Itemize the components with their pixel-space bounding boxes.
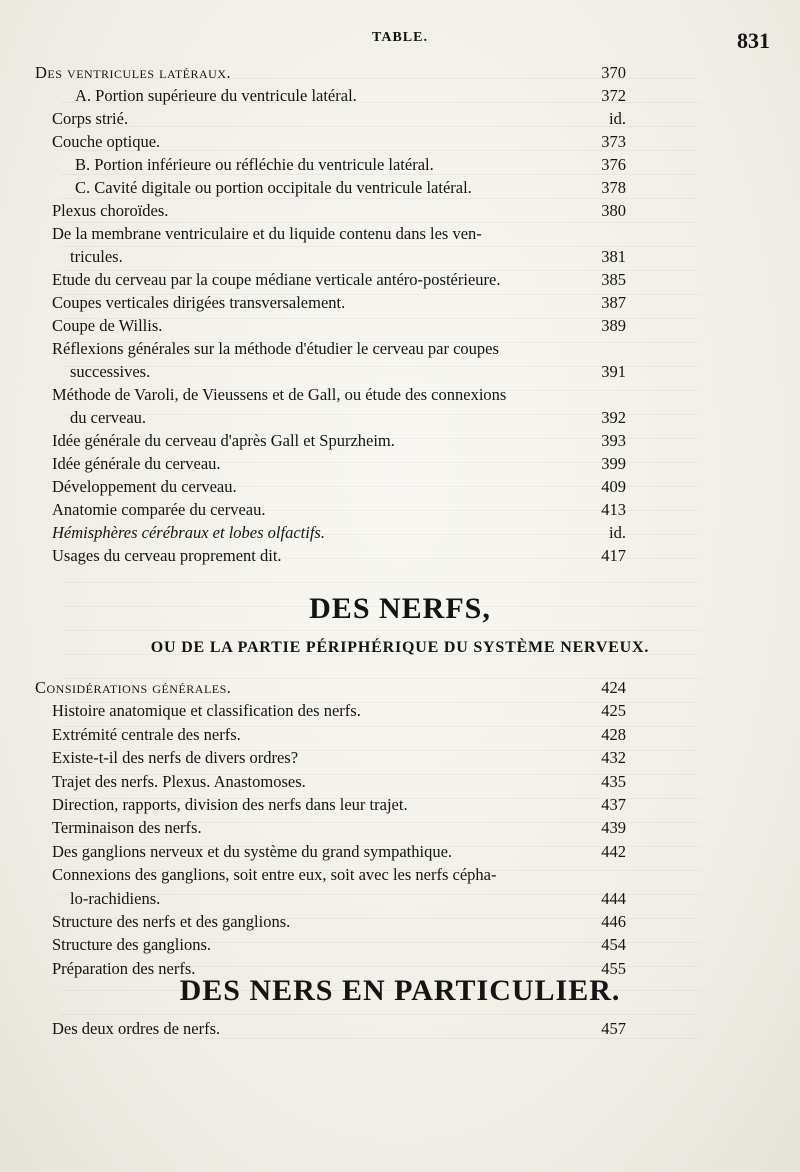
toc-entry-label: Terminaison des nerfs. [52, 818, 202, 838]
toc-entry-label: Hémisphères cérébraux et lobes olfactifs. [52, 523, 325, 542]
toc-entry [0, 724, 800, 748]
toc-entry [0, 177, 800, 201]
toc-entry-page: 387 [601, 293, 626, 312]
toc-entry [0, 407, 800, 431]
toc-entry [0, 154, 800, 178]
toc-entry-label: Extrémité centrale des nerfs. [52, 724, 241, 744]
toc-entry-page: 392 [601, 408, 626, 427]
toc-entry-label: Des ganglions nerveux et du système du grand sympathique. [52, 841, 453, 861]
toc-entry-page: 413 [601, 500, 626, 519]
toc-entry [0, 476, 800, 500]
toc-entry-page: 389 [601, 316, 626, 335]
toc-entry-label: lo-rachidiens. [70, 888, 161, 908]
page-number: 831 [737, 28, 770, 53]
toc-entry-page: 424 [601, 678, 626, 697]
toc-entry-label: Histoire anatomique et classification des nerfs. [52, 701, 361, 721]
toc-entry [0, 677, 800, 701]
toc-entry-page: 435 [601, 771, 626, 791]
toc-entry-page: 446 [601, 912, 626, 931]
toc-entry [0, 747, 800, 771]
toc-entry-page: 428 [601, 724, 626, 744]
toc-entry-page: 378 [601, 178, 626, 197]
toc-entry [0, 817, 800, 841]
section-heading-des-ners-en-particulier: DES NERS EN PARTICULIER. [179, 974, 621, 1007]
toc-entry [0, 499, 800, 523]
toc-entry-label: Plexus choroïdes. [52, 201, 169, 220]
toc-entry-label: successives. [70, 362, 151, 381]
toc-entry-page: 385 [601, 270, 626, 289]
toc-entry-page: id. [609, 109, 626, 128]
toc-entry-page: id. [609, 523, 626, 542]
toc-entry-page: 444 [601, 888, 626, 908]
toc-entry-label: Existe-t-il des nerfs de divers ordres? [52, 748, 299, 768]
toc-entry-label: A. Portion supérieure du ventricule latéral. [75, 86, 357, 105]
toc-entry-page: 425 [601, 701, 626, 721]
toc-entry-label: Idée générale du cerveau d'après Gall et Spurzheim. [52, 431, 395, 450]
toc-entry-label: B. Portion inférieure ou réfléchie du ventricule latéral. [75, 155, 434, 174]
toc-entry-page: 376 [601, 155, 626, 174]
toc-entry-label: Considérations générales. [35, 678, 232, 697]
toc-entry-page: 372 [601, 86, 626, 105]
toc-entry [0, 292, 800, 316]
toc-entry-label: Réflexions générales sur la méthode d'étudier le cerveau par coupes [52, 339, 499, 358]
toc-entry-page: 439 [601, 818, 626, 838]
toc-entry-label: Anatomie comparée du cerveau. [52, 500, 266, 519]
running-header-title: TABLE. [372, 30, 428, 45]
toc-entry-label: C. Cavité digitale ou portion occipitale du ventricule latéral. [75, 178, 472, 197]
toc-entry-label: Couche optique. [52, 132, 161, 151]
toc-entry [0, 430, 800, 454]
toc-entry [0, 108, 800, 132]
toc-entry-label: Méthode de Varoli, de Vieussens et de Gall, ou étude des connexions [52, 385, 507, 404]
toc-entry [0, 131, 800, 155]
toc-entry-page: 381 [601, 247, 626, 266]
toc-entry-page: 370 [601, 63, 626, 82]
toc-entry-label: Structure des nerfs et des ganglions. [52, 912, 291, 931]
toc-entry [0, 934, 800, 958]
toc-entry-label: Coupe de Willis. [52, 316, 163, 335]
toc-entry-page: 455 [601, 958, 626, 978]
toc-entry-label: Développement du cerveau. [52, 477, 237, 496]
toc-entry-page: 399 [601, 454, 626, 473]
toc-entry-page: 417 [601, 546, 626, 565]
toc-entry-label: Corps strié. [52, 109, 129, 128]
toc-entry-page: 380 [601, 201, 626, 220]
toc-entry-label: Idée générale du cerveau. [52, 454, 221, 473]
toc-entry [0, 338, 800, 362]
toc-entry-label: Direction, rapports, division des nerfs dans leur trajet. [52, 795, 408, 814]
toc-entry-label: De la membrane ventriculaire et du liquide contenu dans les ven- [52, 224, 482, 243]
toc-entry-page: 442 [601, 841, 626, 861]
toc-entry [0, 361, 800, 385]
toc-entry-label: Etude du cerveau par la coupe médiane verticale antéro-postérieure. [52, 270, 501, 289]
toc-entry [0, 700, 800, 724]
toc-entry [0, 85, 800, 109]
toc-entry-label: Des ventricules latéraux. [35, 63, 232, 82]
toc-entry-page: 409 [601, 477, 626, 496]
toc-entry [0, 522, 800, 546]
section-heading-des-nerfs: DES NERFS, [309, 592, 491, 625]
toc-entry-label: Structure des ganglions. [52, 935, 212, 955]
toc-entry [0, 315, 800, 339]
toc-entry [0, 771, 800, 795]
toc-entry-page: 454 [601, 935, 626, 955]
toc-entry-label: Coupes verticales dirigées transversalement. [52, 293, 346, 312]
toc-entry-page: 437 [601, 795, 626, 814]
toc-entry-page: 432 [601, 748, 626, 768]
toc-entry-page: 393 [601, 431, 626, 450]
toc-entry [0, 911, 800, 935]
toc-entry-page: 373 [601, 132, 626, 151]
toc-entry [0, 62, 800, 86]
toc-entry [0, 1018, 800, 1042]
toc-entry [0, 888, 800, 912]
section-subheading: OU DE LA PARTIE PÉRIPHÉRIQUE DU SYSTÈME NERVEUX. [150, 639, 650, 656]
toc-entry [0, 223, 800, 247]
toc-entry [0, 453, 800, 477]
toc-entry [0, 794, 800, 818]
toc-entry-label: Usages du cerveau proprement dit. [52, 546, 282, 565]
toc-entry-label: Préparation des nerfs. [52, 958, 196, 978]
toc-entry-label: Trajet des nerfs. Plexus. Anastomoses. [52, 771, 306, 791]
toc-entry [0, 545, 800, 569]
toc-entry-label: Connexions des ganglions, soit entre eux, soit avec les nerfs cépha- [52, 865, 497, 885]
toc-entry-label: du cerveau. [70, 408, 147, 427]
toc-entry [0, 384, 800, 408]
toc-entry-label: Des deux ordres de nerfs. [52, 1019, 221, 1038]
toc-entry [0, 246, 800, 270]
toc-entry-page: 457 [601, 1019, 626, 1038]
toc-entry-page: 391 [601, 362, 626, 381]
toc-entry [0, 200, 800, 224]
toc-entry [0, 841, 800, 865]
toc-entry [0, 864, 800, 888]
toc-entry-label: tricules. [70, 247, 123, 266]
toc-entry [0, 269, 800, 293]
